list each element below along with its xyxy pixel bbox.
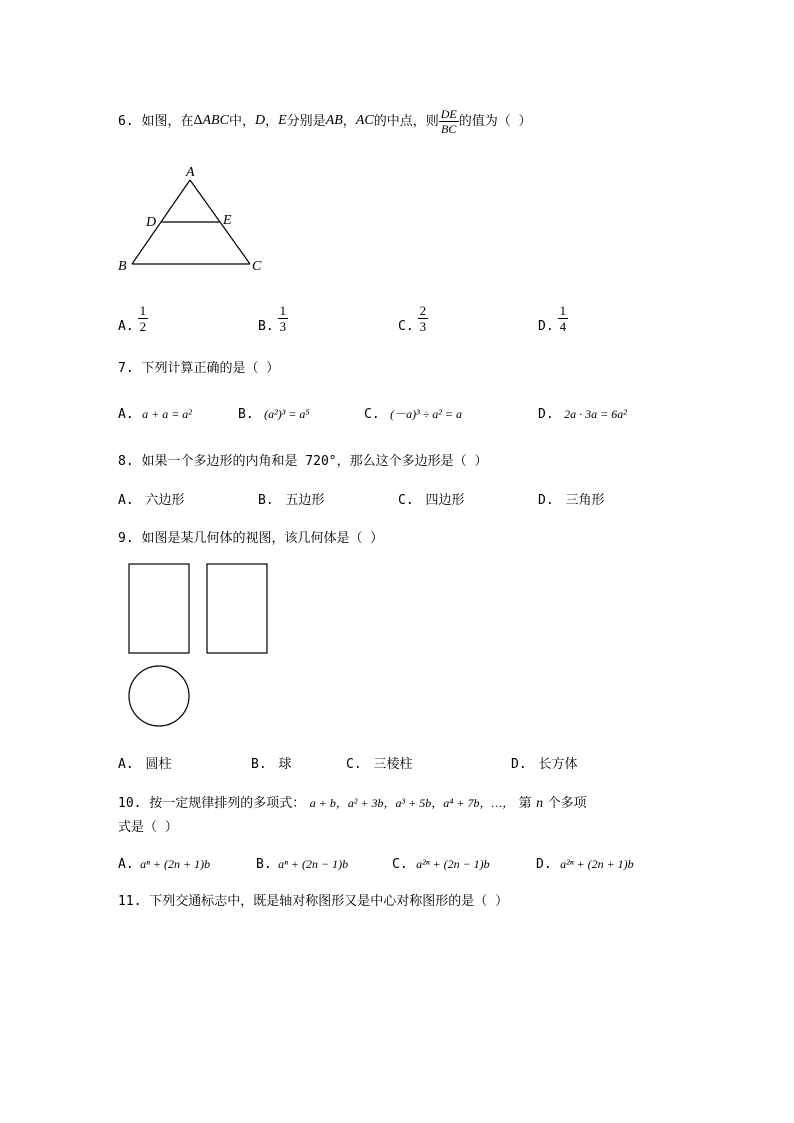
- side-view-rect: [207, 564, 267, 653]
- q10-option-b[interactable]: B. aⁿ + (2n − 1)b: [256, 857, 349, 872]
- q7-option-c[interactable]: C. (－a)³ ÷ a² = a: [364, 407, 462, 422]
- question-10-stem: 10. 按一定规律排列的多项式： a + b，a² + 3b，a³ + 5b，a⁴ + 7b，…， 第 n 个多项: [118, 796, 587, 811]
- q6-abc: ABC: [202, 113, 229, 129]
- q6-frac-den: BC: [441, 122, 457, 136]
- front-view-rect: [129, 564, 189, 653]
- q9-option-b[interactable]: B. 球: [251, 757, 292, 772]
- q9-option-d[interactable]: D. 长方体: [511, 757, 578, 772]
- q6-triangle-figure: [112, 160, 272, 280]
- q6-e: E: [278, 113, 287, 129]
- vertex-d-label: D: [146, 215, 157, 230]
- vertex-c-label: C: [252, 259, 262, 274]
- vertex-a-label: A: [186, 165, 195, 180]
- q9-option-c[interactable]: C. 三棱柱: [346, 757, 413, 772]
- q10-option-c[interactable]: C. a²ⁿ + (2n − 1)b: [392, 857, 490, 872]
- q6-suffix: 的值为（ ）: [458, 113, 532, 129]
- question-7-stem: 7. 下列计算正确的是（ ）: [118, 361, 280, 376]
- question-10-stem-line2: 式是（ ）: [118, 820, 178, 835]
- q6-ratio-fraction: [439, 108, 459, 135]
- q6-delta: Δ: [193, 113, 203, 129]
- vertex-b-label: B: [118, 259, 127, 274]
- q6-comma2: ，: [342, 113, 356, 129]
- q8-option-a[interactable]: A. 六边形: [118, 493, 185, 508]
- top-view-circle: [129, 666, 189, 726]
- q8-option-c[interactable]: C. 四边形: [398, 493, 465, 508]
- q8-option-d[interactable]: D. 三角形: [538, 493, 605, 508]
- q9-option-a[interactable]: A. 圆柱: [118, 757, 172, 772]
- q6-mid3: 的中点，则: [373, 113, 439, 129]
- q6-option-d[interactable]: D. $\frac{1}{4}$: [538, 303, 567, 335]
- q7-option-a[interactable]: A. a + a = a²: [118, 407, 192, 422]
- question-6-stem: [118, 108, 532, 135]
- q6-prefix: 6. 如图，在: [118, 113, 194, 129]
- q9-three-view-figure: [120, 556, 280, 736]
- question-8-stem: 8. 如果一个多边形的内角和是 720°，那么这个多边形是（ ）: [118, 454, 488, 469]
- q6-option-a[interactable]: A. $\frac{1}{2}$: [118, 303, 147, 335]
- question-9-stem: 9. 如图是某几何体的视图，该几何体是（ ）: [118, 531, 384, 546]
- q8-option-b[interactable]: B. 五边形: [258, 493, 325, 508]
- q6-frac-num: DE: [440, 107, 457, 121]
- q6-mid1: 中，: [228, 113, 255, 129]
- q6-option-c[interactable]: C. $\frac{2}{3}$: [398, 303, 427, 335]
- q7-option-b[interactable]: B. (a²)³ = a⁵: [238, 407, 310, 422]
- q10-option-a[interactable]: A. aⁿ + (2n + 1)b: [118, 857, 211, 872]
- q6-comma1: ，: [265, 113, 279, 129]
- q6-mid2: 分别是: [286, 113, 326, 129]
- q7-option-d[interactable]: D. 2a · 3a = 6a²: [538, 407, 627, 422]
- q6-d: D: [254, 113, 266, 129]
- vertex-e-label: E: [223, 213, 232, 228]
- question-11-stem: 11. 下列交通标志中，既是轴对称图形又是中心对称图形的是（ ）: [118, 894, 509, 909]
- q6-ab: AB: [325, 113, 343, 129]
- q6-option-b[interactable]: B. $\frac{1}{3}$: [258, 303, 287, 335]
- q6-ac: AC: [355, 113, 374, 129]
- q10-option-d[interactable]: D. a²ⁿ + (2n + 1)b: [536, 857, 634, 872]
